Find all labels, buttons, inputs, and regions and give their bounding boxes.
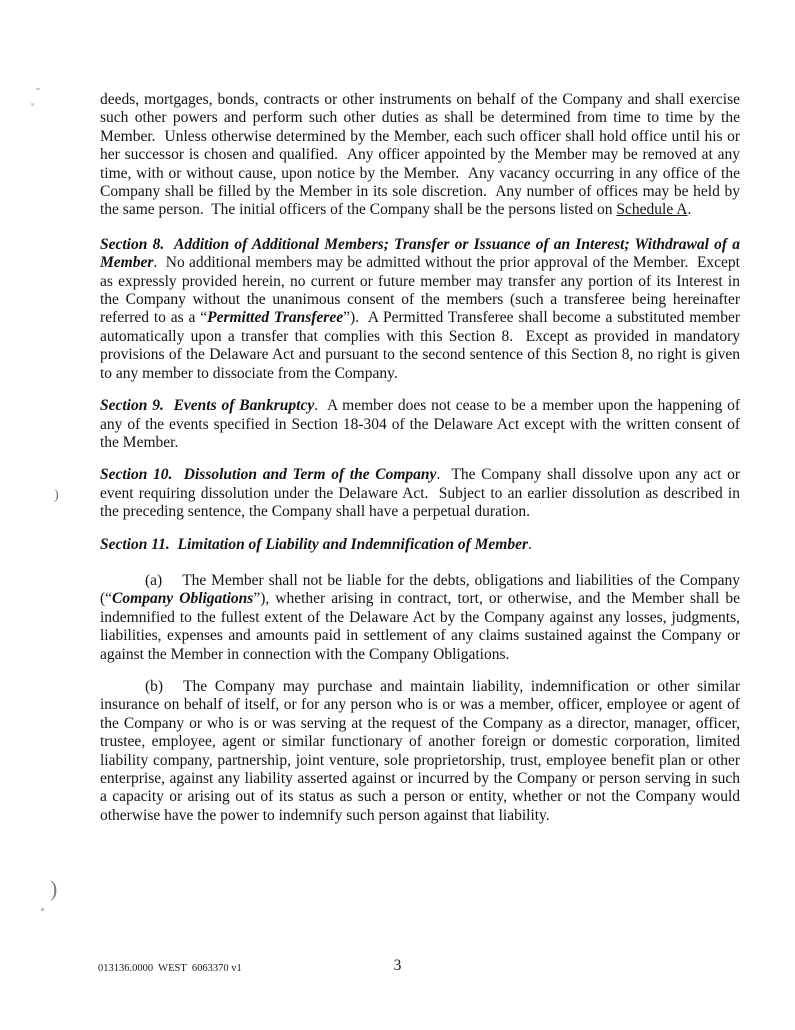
scan-speck-artifact [31, 103, 34, 106]
scan-speck-artifact [36, 88, 40, 90]
defined-term-permitted-transferee: Permitted Transferee [207, 309, 344, 327]
section-10-heading: Section 10. Dissolution and Term of the Company [100, 466, 437, 484]
body-text: . A member does not cease to be a member upon the happening of any of the events specified in Section 18-304 of the Delaware Act except with the written consent of the Member. [100, 397, 744, 451]
section-9-paragraph [100, 397, 744, 452]
defined-term-company-obligations: Company Obligations [112, 590, 254, 608]
section-8-paragraph [100, 235, 744, 383]
document-body [100, 91, 744, 839]
schedule-a-reference: Schedule A [616, 201, 688, 219]
section-8-heading: Section 8. Addition of Additional Members; Transfer or Issuance of an Interest; Withdrawal of a Member [100, 235, 744, 272]
body-text: . [687, 201, 692, 219]
body-text: The Company may purchase and maintain liability, indemnification or other similar insurance on behalf of itself, or for any person who is or was a member, officer, employee or agent of the Company or who is or was serving at the request of the Company as a director, manager, officer, trustee, employee, agent or similar functionary of another foreign or domestic corporation, limited liability company, partnership, joint venture, sole proprietorship, trust, employee benefit plan or other enterprise, against any liability asserted against or incurred by the Company or person serving in such a capacity or arising out of its status as such a person or entity, whether or not the Company would otherwise have the power to indemnify such person against that liability. [100, 677, 744, 824]
section-9-heading: Section 9. Events of Bankruptcy [100, 397, 315, 415]
paragraph-officers-continuation [100, 91, 744, 220]
section-11a-paragraph [100, 571, 744, 664]
section-11b-paragraph [100, 677, 744, 825]
body-text: ”), whether arising in contract, tort, or otherwise, and the Member shall be indemnified to the fullest extent of the Delaware Act by the Company against any losses, judgments, liabilities, expenses and amounts paid in settlement of any claims sustained against the Company or against the Member in connection with the Company Obligations. [100, 590, 744, 663]
section-11-heading: Section 11. Limitation of Liability and Indemnification of Member [100, 535, 528, 553]
body-text: ”). A Permitted Transferee shall become a substituted member automatically upon a transfer that complies with this Section 8. Except as provided in mandatory provisions of the Delaware Act and pursuant to the second sentence of this Section 8, no right is given to any member to dissociate from the Company. [100, 309, 744, 382]
body-text: . No additional members may be admitted without the prior approval of the Member. Except as expressly provided herein, no current or future member may transfer any portion of its Interest in the Company without the unanimous consent of the members (such a transferee being hereinafter referred to as a “ [100, 254, 744, 327]
margin-tick-artifact: ) [53, 487, 60, 504]
clause-label: (b) [145, 677, 164, 695]
clause-label: (a) [145, 571, 163, 589]
margin-paren-artifact: ) [50, 876, 58, 901]
body-text: The Member shall not be liable for the debts, obligations and liabilities of the Company (“ [100, 571, 744, 608]
footer-page-number: 3 [393, 957, 402, 974]
body-text: deeds, mortgages, bonds, contracts or other instruments on behalf of the Company and shall exercise such other powers and perform such other duties as shall be determined from time to time by the Member. Unless otherwise determined by the Member, each such officer shall hold office until his or her successor is chosen and qualified. Any officer appointed by the Member may be removed at any time, with or without cause, upon notice by the Member. Any vacancy occurring in any office of the Company shall be filled by the Member in its sole discretion. Any number of offices may be held by the same person. The initial officers of the Company shall be the persons listed on [100, 91, 744, 219]
footer-document-id: 013136.0000 WEST 6063370 v1 [98, 963, 242, 974]
body-text: . [527, 535, 532, 553]
body-text: . The Company shall dissolve upon any act or event requiring dissolution under the Delaware Act. Subject to an earlier dissolution as described in the preceding sentence, the Company shall have a perpetual duration. [100, 466, 744, 521]
scan-speck-artifact [41, 908, 44, 911]
section-11-heading-paragraph [100, 536, 740, 554]
section-10-paragraph [100, 466, 744, 521]
